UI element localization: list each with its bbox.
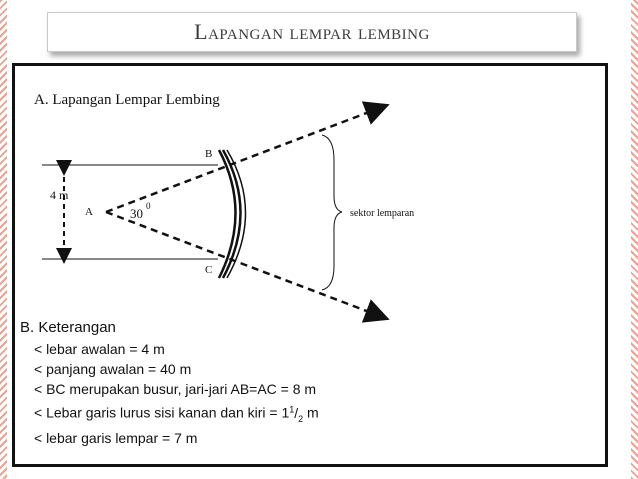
note-side-line-fraction: $^1/_2$ bbox=[289, 404, 304, 424]
section-a-title: A. Lapangan Lempar Lembing bbox=[34, 92, 220, 108]
point-c-label: C bbox=[205, 264, 213, 276]
width-label: 4 m bbox=[50, 188, 69, 202]
arc-bc-inner bbox=[223, 150, 241, 278]
sector-brace bbox=[322, 135, 342, 290]
slide-title: Lapangan lempar lembing bbox=[194, 19, 430, 44]
note-runup-length: < panjang awalan = 40 m bbox=[34, 361, 192, 377]
sector-upper-boundary bbox=[106, 106, 385, 212]
point-a-label: A bbox=[85, 206, 93, 218]
angle-label: 30 bbox=[130, 206, 143, 221]
note-throw-line-width: < lebar garis lempar = 7 m bbox=[34, 430, 198, 447]
fraction-numerator: 1 bbox=[289, 404, 295, 414]
angle-unit: 0 bbox=[146, 201, 151, 211]
point-b-label: B bbox=[205, 148, 213, 160]
notes-section bbox=[20, 318, 580, 448]
sector-lower-boundary bbox=[106, 212, 385, 318]
note-side-line-width bbox=[20, 399, 580, 428]
fraction-denominator: 2 bbox=[298, 413, 304, 424]
fraction-unit: m bbox=[303, 404, 319, 421]
note-arc-radius: < BC merupakan busur, jari-jari AB=AC = 8 m bbox=[34, 381, 317, 397]
note-runup-width: < lebar awalan = 4 m bbox=[34, 341, 165, 357]
notes-heading: B. Keterangan bbox=[20, 319, 116, 336]
note-side-line-text: < Lebar garis lurus sisi kanan dan kiri = 1 bbox=[34, 404, 290, 421]
sector-label: sektor lemparan bbox=[350, 208, 415, 219]
